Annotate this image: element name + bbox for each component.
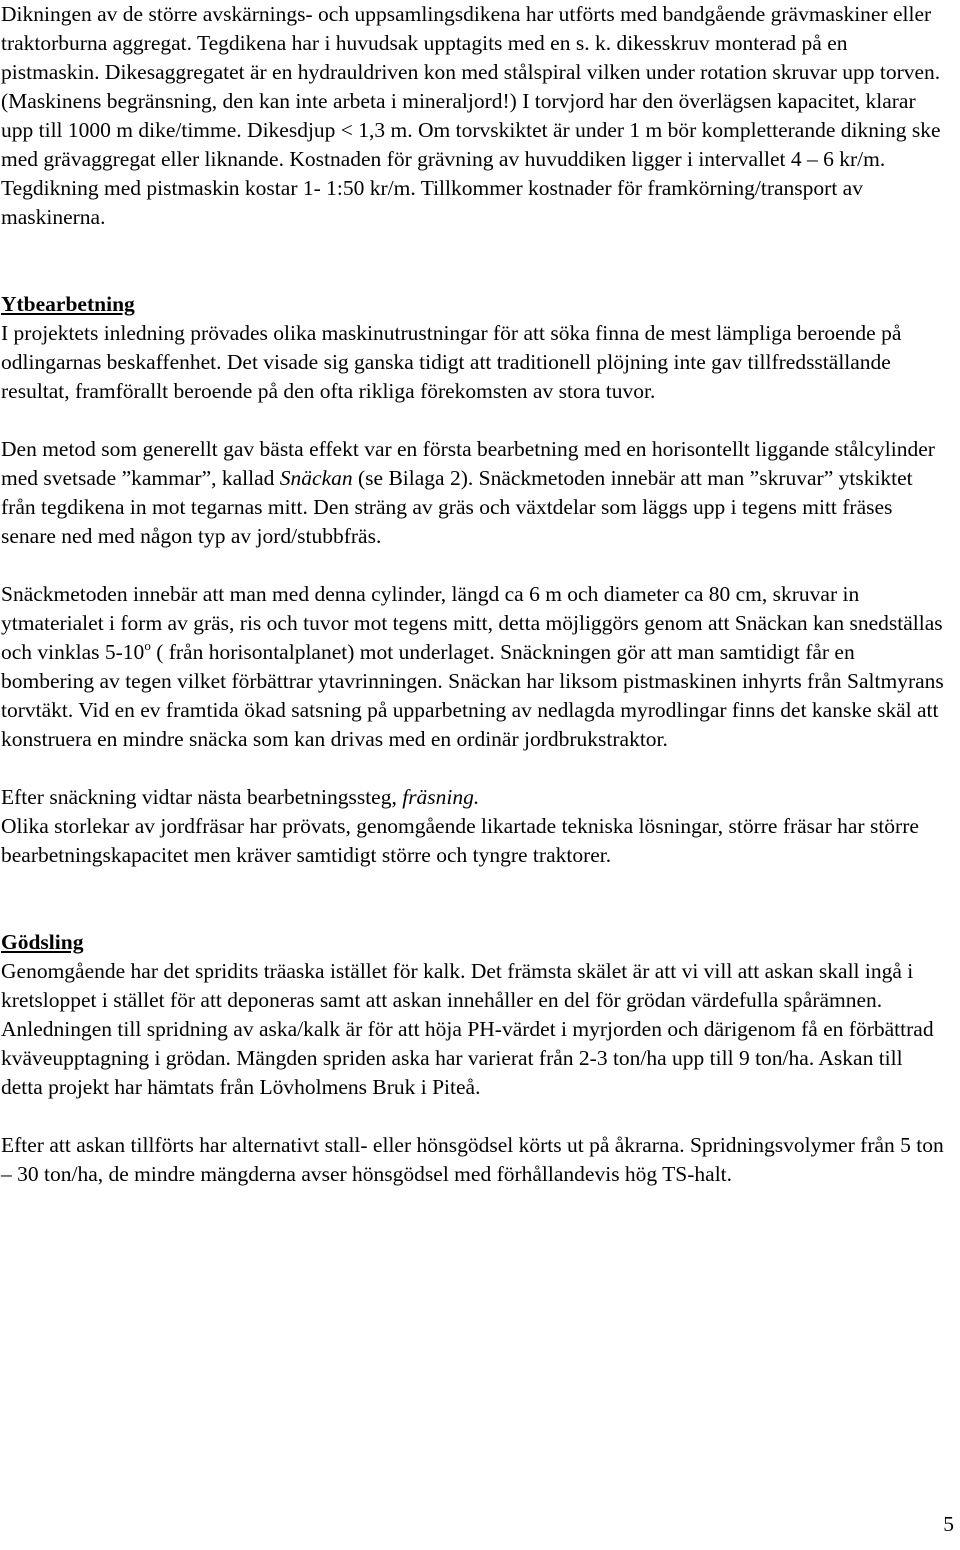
paragraph-snackan-metod (1, 435, 946, 551)
spacer (1, 551, 946, 580)
paragraph-snackmetoden (1, 580, 946, 754)
heading-ytbearbetning: Ytbearbetning (1, 292, 135, 316)
spacer (1, 232, 946, 290)
spacer (1, 754, 946, 783)
spacer (1, 1102, 946, 1131)
italic-term-snackan: Snäckan (279, 466, 353, 490)
paragraph-jordfrasar: Olika storlekar av jordfräsar har prövats, genomgående likartade tekniska lösningar, större fräsar har större bearbetningskapacitet men kräver samtidigt större och tyngre traktorer. (1, 814, 919, 867)
heading-godsling: Gödsling (1, 930, 84, 954)
paragraph-ytbearbetning-intro: I projektets inledning prövades olika maskinutrustningar för att söka finna de mest lämpliga beroende på odlingarnas beskaffenhet. Det visade sig ganska tidigt att traditionell plöjning inte gav tillfredsställande resultat, framförallt beroende på den ofta rikliga förekomsten av stora tuvor. (1, 321, 902, 403)
spacer (1, 406, 946, 435)
text-run: ( från horisontalplanet) mot underlaget. Snäckningen gör att man samtidigt får en bombering av tegen vilket förbättrar ytavrinningen. Snäckan har liksom pistmaskinen inhyrts från Saltmyrans torvtäkt. Vid en ev framtida ökad satsning på upparbetning av nedlagda myrodlingar finns det kanske skäl att konstruera en mindre snäcka som kan drivas med en ordinär jordbrukstraktor. (1, 640, 944, 751)
spacer (1, 870, 946, 928)
degree-superscript: o (144, 638, 151, 653)
paragraph-frasning (1, 783, 946, 812)
page-number: 5 (943, 1512, 954, 1536)
paragraph-stallgodsel: Efter att askan tillförts har alternativt stall- eller hönsgödsel körts ut på åkrarna. Spridningsvolymer från 5 ton – 30 ton/ha, de mindre mängderna avser hönsgödsel med förhållandevis hög TS-halt. (1, 1133, 944, 1186)
paragraph-godsling: Genomgående har det spridits träaska istället för kalk. Det främsta skälet är att vi vill att askan skall ingå i kretsloppet i stället för att deponeras samt att askan innehåller en del för grödan värdefulla spårämnen. Anledningen till spridning av aska/kalk är för att höja PH-värdet i myrjorden och därigenom få en förbättrad kväveupptagning i grödan. Mängden spriden aska har varierat från 2-3 ton/ha upp till 9 ton/ha. Askan till detta projekt har hämtats från Lövholmens Bruk i Piteå. (1, 959, 934, 1099)
text-run: Snäckmetoden innebär att man med denna cylinder, längd ca 6 m och diameter ca 80 cm, skruvar in ytmaterialet i form av gräs, ris och tuvor mot tegens mitt, detta möjliggörs genom att Snäckan kan snedställas och vinklas 5-10 (1, 582, 943, 664)
text-run: Den metod som generellt gav bästa effekt var en första bearbetning med en horisontellt liggande stålcylinder med svetsade ”kammar”, kallad (1, 437, 935, 490)
text-run: (se Bilaga 2). Snäckmetoden innebär att man ”skruvar” ytskiktet från tegdikena in mot tegarnas mitt. Den sträng av gräs och växtdelar som läggs upp i tegens mitt fräses senare ned med någon typ av jord/stubbfräs. (1, 466, 913, 548)
paragraph-dikning: Dikningen av de större avskärnings- och uppsamlingsdikena har utförts med bandgående grävmaskiner eller traktorburna aggregat. Tegdikena har i huvudsak upptagits med en s. k. dikesskruv monterad på en pistmaskin. Dikesaggregatet är en hydrauldriven kon med stålspiral vilken under rotation skruvar upp torven. (Maskinens begränsning, den kan inte arbeta i mineraljord!) I torvjord har den överlägsen kapacitet, klarar upp till 1000 m dike/timme. Dikesdjup < 1,3 m. Om torvskiktet är under 1 m bör kompletterande dikning ske med grävaggregat eller liknande. Kostnaden för grävning av huvuddiken ligger i intervallet 4 – 6 kr/m. Tegdikning med pistmaskin kostar 1- 1:50 kr/m. Tillkommer kostnader för framkörning/transport av maskinerna. (1, 2, 941, 229)
italic-term-frasning: fräsning. (402, 785, 480, 809)
text-run: Efter snäckning vidtar nästa bearbetningssteg, (1, 785, 403, 809)
